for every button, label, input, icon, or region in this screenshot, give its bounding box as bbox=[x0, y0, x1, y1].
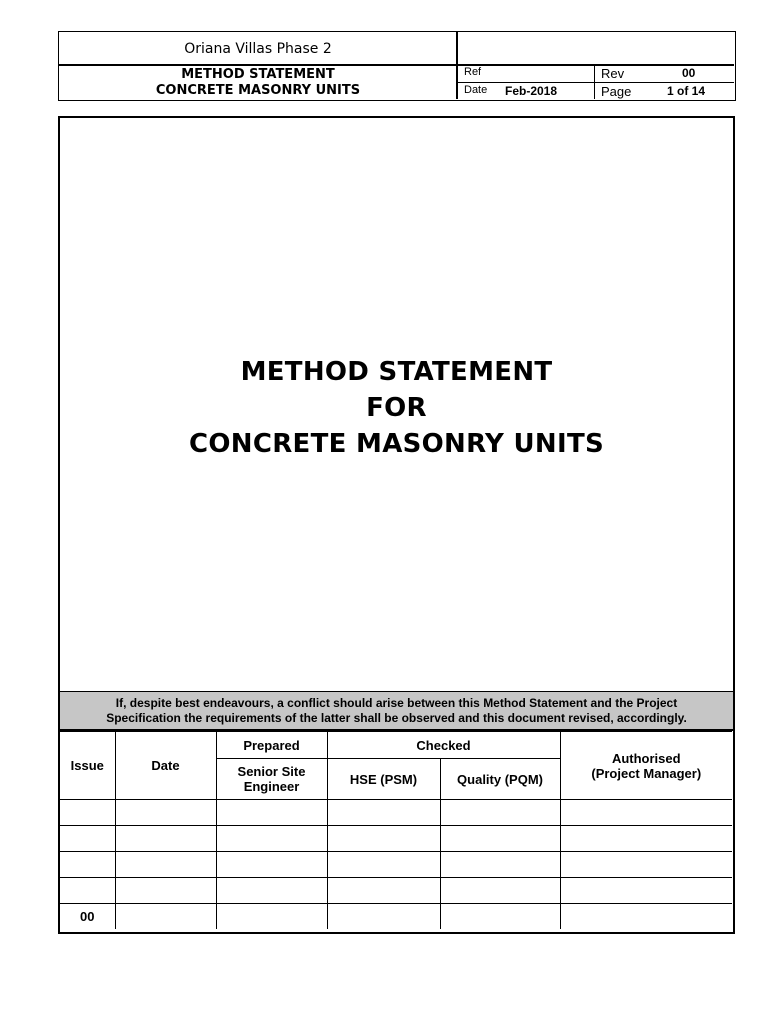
date-cell bbox=[115, 826, 216, 852]
quality-header: Quality (PQM) bbox=[440, 759, 560, 800]
date-cell bbox=[115, 800, 216, 826]
date-cell bbox=[115, 878, 216, 904]
ref-label: Ref bbox=[464, 66, 482, 78]
conflict-notice-line1: If, despite best endeavours, a conflict should arise between this Method Statement and the Project bbox=[115, 695, 678, 710]
authorised-cell bbox=[560, 852, 732, 878]
date-value: Feb-2018 bbox=[505, 84, 558, 98]
quality-cell bbox=[440, 800, 560, 826]
hse-header: HSE (PSM) bbox=[327, 759, 440, 800]
prepared-header: Prepared bbox=[216, 732, 327, 759]
cover-title-line2: FOR bbox=[366, 393, 427, 423]
page-label: Page bbox=[601, 84, 632, 99]
document-title-line2: CONCRETE MASONRY UNITS bbox=[155, 82, 361, 98]
date-label: Date bbox=[464, 84, 488, 96]
conflict-notice-line2: Specification the requirements of the latter shall be observed and this document revised, accordingly. bbox=[106, 710, 687, 725]
senior-site-engineer-header bbox=[216, 759, 327, 800]
senior-site-engineer-line2: Engineer bbox=[243, 779, 300, 794]
header-divider bbox=[594, 64, 595, 99]
authorised-cell bbox=[560, 800, 732, 826]
hse-cell bbox=[327, 904, 440, 930]
document-title-line1: METHOD STATEMENT bbox=[181, 66, 335, 82]
prepared-cell bbox=[216, 904, 327, 930]
date-cell bbox=[115, 852, 216, 878]
header-divider bbox=[456, 82, 734, 83]
issue-cell bbox=[60, 852, 115, 878]
hse-cell bbox=[327, 826, 440, 852]
prepared-cell bbox=[216, 878, 327, 904]
issue-cell bbox=[60, 878, 115, 904]
hse-cell bbox=[327, 852, 440, 878]
issue-header: Issue bbox=[60, 732, 115, 800]
table-row bbox=[60, 878, 732, 904]
document-title bbox=[59, 65, 457, 100]
rev-label: Rev bbox=[601, 66, 625, 81]
signoff-table bbox=[60, 731, 732, 929]
authorised-label: Authorised bbox=[611, 750, 681, 766]
page-number: 1 of 14 bbox=[667, 84, 706, 98]
date-header: Date bbox=[115, 732, 216, 800]
quality-cell bbox=[440, 826, 560, 852]
quality-cell bbox=[440, 852, 560, 878]
conflict-notice bbox=[60, 691, 733, 731]
cover-frame bbox=[58, 116, 735, 934]
prepared-cell bbox=[216, 826, 327, 852]
hse-cell bbox=[327, 800, 440, 826]
prepared-cell bbox=[216, 852, 327, 878]
authorised-cell bbox=[560, 904, 732, 930]
table-row bbox=[60, 852, 732, 878]
prepared-cell bbox=[216, 800, 327, 826]
issue-cell: 00 bbox=[60, 904, 115, 930]
quality-cell bbox=[440, 878, 560, 904]
cover-title-line3: CONCRETE MASONRY UNITS bbox=[188, 429, 605, 459]
quality-cell bbox=[440, 904, 560, 930]
cover-title-line1: METHOD STATEMENT bbox=[240, 357, 553, 387]
authorised-cell bbox=[560, 878, 732, 904]
table-row bbox=[60, 826, 732, 852]
checked-header: Checked bbox=[327, 732, 560, 759]
table-row bbox=[60, 904, 732, 930]
cover-title bbox=[60, 354, 733, 462]
rev-value: 00 bbox=[682, 66, 696, 80]
project-name: Oriana Villas Phase 2 bbox=[184, 40, 332, 57]
authorised-role: (Project Manager) bbox=[591, 765, 702, 781]
date-cell bbox=[115, 904, 216, 930]
table-row bbox=[60, 800, 732, 826]
authorised-header bbox=[560, 732, 732, 800]
issue-cell bbox=[60, 826, 115, 852]
signoff-header-row bbox=[60, 732, 732, 759]
hse-cell bbox=[327, 878, 440, 904]
document-header bbox=[58, 31, 736, 101]
senior-site-engineer-line1: Senior Site bbox=[237, 764, 306, 779]
authorised-cell bbox=[560, 826, 732, 852]
issue-cell bbox=[60, 800, 115, 826]
